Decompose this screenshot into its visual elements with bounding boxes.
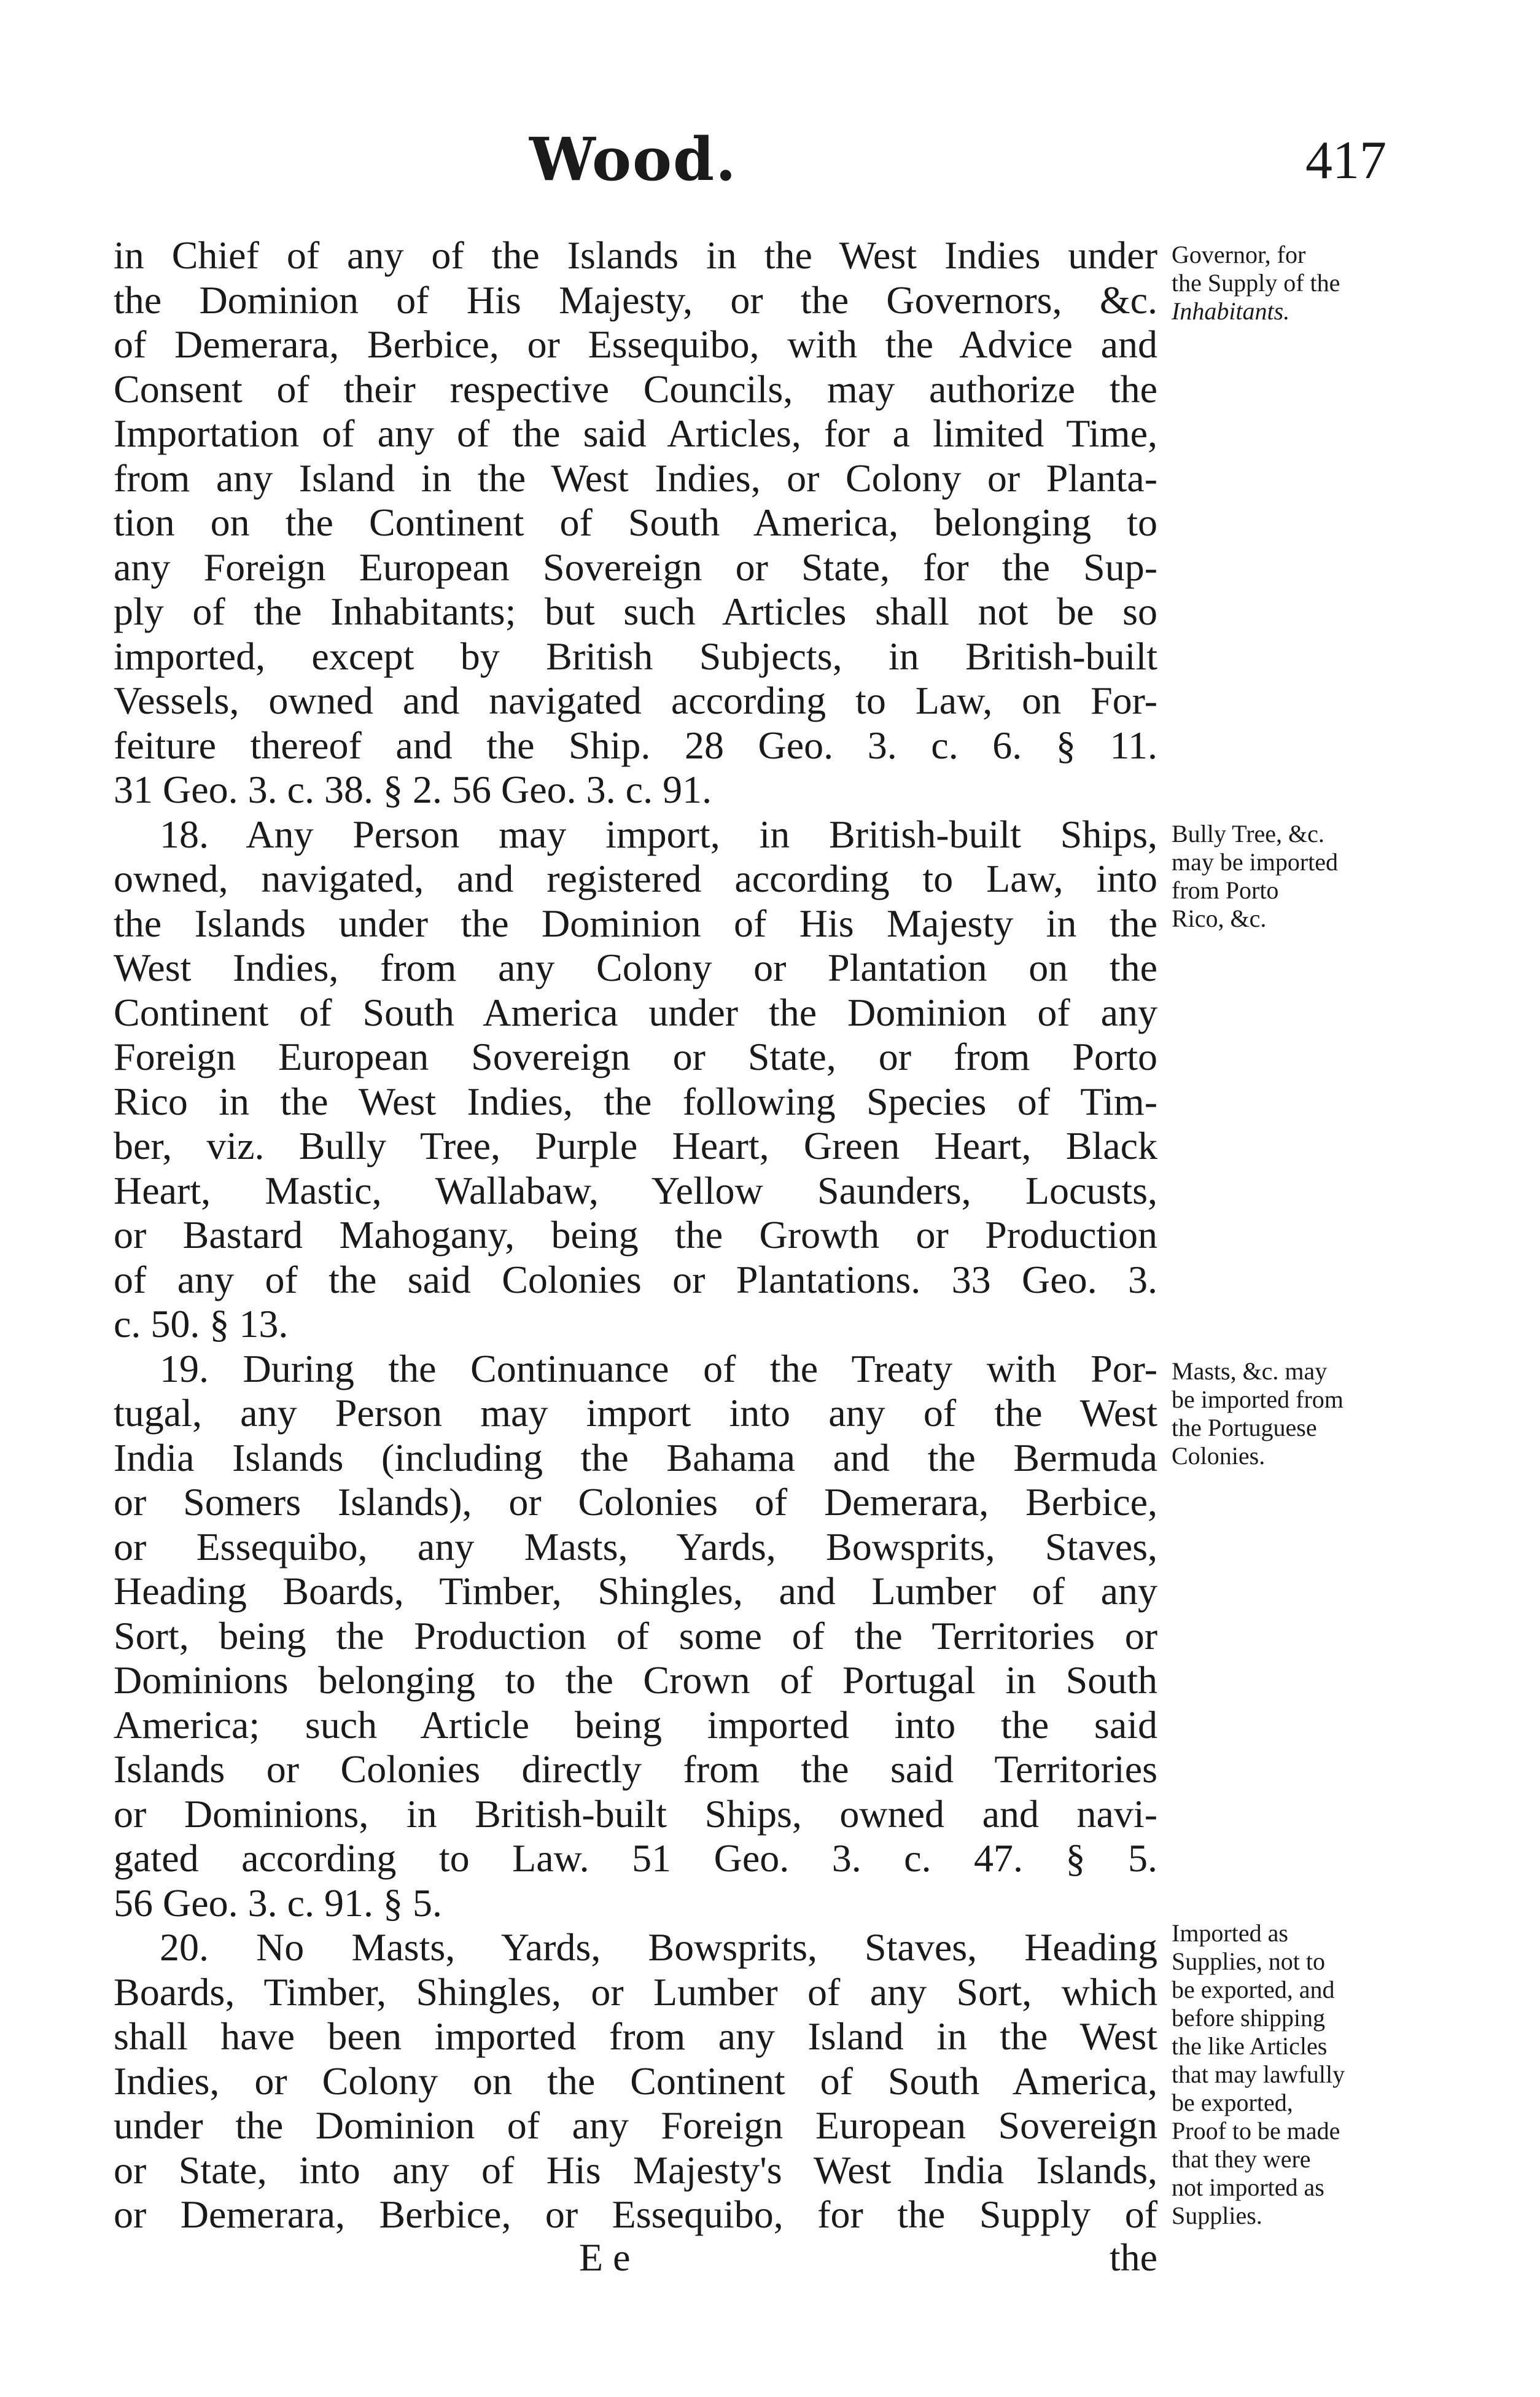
- page-number: 417: [1305, 131, 1386, 190]
- signature-mark: E e: [579, 2235, 631, 2279]
- margin-note-line: before shipping: [1172, 2004, 1325, 2032]
- text-line: Heading Boards, Timber, Shingles, and Lumber of any: [114, 1569, 1157, 1613]
- running-head: Wood.: [529, 125, 737, 194]
- margin-note-line: Rico, &c.: [1172, 905, 1267, 932]
- text-line: the Dominion of His Majesty, or the Governors, &c.: [114, 278, 1157, 322]
- margin-note-line: the like Articles: [1172, 2032, 1328, 2060]
- text-line: ply of the Inhabitants; but such Articles shall not be so: [114, 590, 1157, 633]
- margin-note-line: Supplies.: [1172, 2202, 1262, 2229]
- margin-note-line: Supplies, not to: [1172, 1947, 1326, 1975]
- text-line: ber, viz. Bully Tree, Purple Heart, Green Heart, Black: [114, 1124, 1157, 1167]
- paragraph-19-start: 19. During the Continuance of the Treaty with Por-: [160, 1346, 1157, 1390]
- margin-note-line: the Portuguese: [1172, 1414, 1317, 1441]
- text-line: c. 50. § 13.: [114, 1302, 289, 1346]
- margin-note-masts: [1172, 1357, 1411, 1470]
- margin-note-line: be imported from: [1172, 1386, 1344, 1413]
- text-line: Sort, being the Production of some of the Territories or: [114, 1613, 1157, 1658]
- margin-note-line: that they were: [1172, 2145, 1311, 2173]
- text-line: shall have been imported from any Island in the West: [114, 2014, 1157, 2058]
- text-line: or Dominions, in British-built Ships, owned and navi-: [114, 1791, 1157, 1836]
- text-line: tion on the Continent of South America, belonging to: [114, 501, 1157, 544]
- text-line: from any Island in the West Indies, or Colony or Planta-: [114, 456, 1157, 500]
- margin-note-line: Governor, for: [1172, 241, 1306, 268]
- margin-note-line: be exported,: [1172, 2089, 1293, 2116]
- text-line: of Demerara, Berbice, or Essequibo, with the Advice and: [114, 322, 1157, 366]
- text-line: Vessels, owned and navigated according to Law, on For-: [114, 679, 1157, 722]
- margin-note-governor: [1172, 241, 1411, 325]
- page-footer: [114, 2235, 1157, 2280]
- text-line: Consent of their respective Councils, may authorize the: [114, 367, 1157, 411]
- text-line: or Bastard Mahogany, being the Growth or Production: [114, 1213, 1157, 1257]
- text-line: any Foreign European Sovereign or State, for the Sup-: [114, 545, 1157, 589]
- margin-note-line: Masts, &c. may: [1172, 1357, 1328, 1385]
- margin-note-line: not imported as: [1172, 2173, 1324, 2201]
- margin-note-bully-tree: [1172, 820, 1411, 933]
- margin-note-line: Proof to be made: [1172, 2117, 1340, 2145]
- margin-note-line: may be imported: [1172, 848, 1339, 876]
- margin-note-line: from Porto: [1172, 876, 1279, 904]
- margin-note-line: the Supply of the: [1172, 269, 1340, 297]
- text-line: Boards, Timber, Shingles, or Lumber of any Sort, which: [114, 1970, 1157, 2014]
- paragraph-20-start: 20. No Masts, Yards, Bowsprits, Staves, Heading: [160, 1925, 1157, 1969]
- text-line: or State, into any of His Majesty's West India Islands,: [114, 2148, 1157, 2192]
- text-line: Importation of any of the said Articles, for a limited Time,: [114, 411, 1157, 455]
- text-line: under the Dominion of any Foreign European Sovereign: [114, 2103, 1157, 2147]
- text-line: or Essequibo, any Masts, Yards, Bowsprits, Staves,: [114, 1524, 1157, 1569]
- text-line: West Indies, from any Colony or Plantation on the: [114, 946, 1157, 989]
- text-line: 31 Geo. 3. c. 38. § 2. 56 Geo. 3. c. 91.: [114, 768, 712, 811]
- margin-note-line: that may lawfully: [1172, 2060, 1345, 2088]
- text-line: Continent of South America under the Dominion of any: [114, 990, 1157, 1034]
- margin-note-line: be exported, and: [1172, 1976, 1335, 2003]
- text-line: Dominions belonging to the Crown of Portugal in South: [114, 1658, 1157, 1702]
- text-line: Islands or Colonies directly from the said Territories: [114, 1747, 1157, 1791]
- text-line: Indies, or Colony on the Continent of South America,: [114, 2059, 1157, 2103]
- text-line: or Demerara, Berbice, or Essequibo, for the Supply of: [114, 2192, 1157, 2236]
- text-line: the Islands under the Dominion of His Majesty in the: [114, 901, 1157, 945]
- margin-note-line: Inhabitants.: [1172, 297, 1290, 325]
- text-line: 56 Geo. 3. c. 91. § 5.: [114, 1881, 443, 1925]
- text-line: or Somers Islands), or Colonies of Demerara, Berbice,: [114, 1480, 1157, 1524]
- margin-note-line: Colonies.: [1172, 1442, 1266, 1470]
- text-line: imported, except by British Subjects, in British-built: [114, 634, 1157, 678]
- margin-note-line: Imported as: [1172, 1919, 1288, 1947]
- text-line: Foreign European Sovereign or State, or from Porto: [114, 1035, 1157, 1078]
- text-line: tugal, any Person may import into any of the West: [114, 1391, 1157, 1435]
- body-text: [114, 233, 1157, 2237]
- text-line: owned, navigated, and registered according to Law, into: [114, 857, 1157, 900]
- text-line: Heart, Mastic, Wallabaw, Yellow Saunders, Locusts,: [114, 1168, 1157, 1212]
- paragraph-18-start: 18. Any Person may import, in British-built Ships,: [160, 812, 1157, 856]
- text-line: of any of the said Colonies or Plantations. 33 Geo. 3.: [114, 1257, 1157, 1301]
- margin-note-supplies: [1172, 1919, 1411, 2230]
- text-line: gated according to Law. 51 Geo. 3. c. 47. § 5.: [114, 1836, 1157, 1880]
- text-line: Rico in the West Indies, the following Species of Tim-: [114, 1079, 1157, 1123]
- catchword: the: [1109, 2235, 1157, 2279]
- text-line: America; such Article being imported into the said: [114, 1702, 1157, 1747]
- margin-note-line: Bully Tree, &c.: [1172, 820, 1324, 848]
- text-line: feiture thereof and the Ship. 28 Geo. 3. c. 6. § 11.: [114, 723, 1157, 767]
- text-line: in Chief of any of the Islands in the West Indies under: [114, 233, 1157, 277]
- text-line: India Islands (including the Bahama and the Bermuda: [114, 1435, 1157, 1479]
